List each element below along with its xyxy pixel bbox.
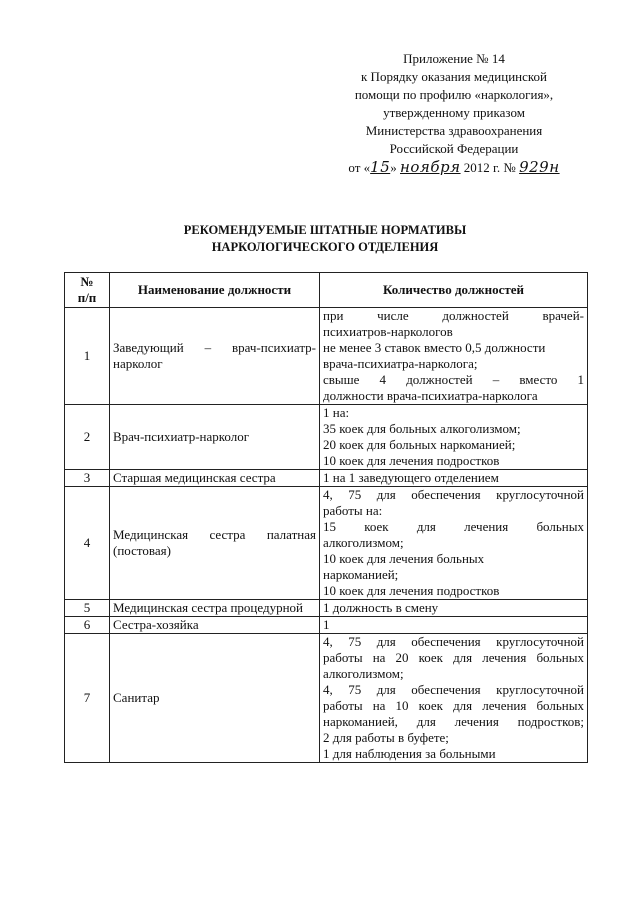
title-line: НАРКОЛОГИЧЕСКОГО ОТДЕЛЕНИЯ bbox=[211, 240, 439, 254]
position-quantity bbox=[320, 470, 588, 487]
quantity-line: наркоманией; bbox=[323, 567, 399, 582]
quantity-line: 4, 75 для обеспечения круглосуточной bbox=[323, 682, 584, 697]
table-row bbox=[65, 405, 588, 470]
position-quantity bbox=[320, 308, 588, 405]
table-header-row bbox=[65, 273, 588, 308]
quantity-line: 35 коек для больных алкоголизмом; bbox=[323, 421, 521, 436]
position-name: Медицинская сестра процедурной bbox=[110, 600, 320, 617]
quantity-line: 1 должность в смену bbox=[323, 600, 439, 615]
quantity-line: 1 bbox=[323, 617, 330, 632]
quantity-line: 2 для работы в буфете; bbox=[323, 730, 449, 745]
title-line: РЕКОМЕНДУЕМЫЕ ШТАТНЫЕ НОРМАТИВЫ bbox=[183, 223, 467, 237]
position-name: Врач-психиатр-нарколог bbox=[110, 405, 320, 470]
row-number: 1 bbox=[65, 308, 110, 405]
quantity-line: 20 коек для больных наркоманией; bbox=[323, 437, 516, 452]
quantity-line: наркоманией, для лечения подростков; bbox=[323, 714, 584, 729]
order-date-line bbox=[318, 158, 590, 177]
position-name: Заведующий – врач-психиатр-нарколог bbox=[110, 308, 320, 405]
header-quantity: Количество должностей bbox=[320, 273, 588, 308]
staffing-table bbox=[64, 272, 588, 763]
quantity-line: 1 на 1 заведующего отделением bbox=[323, 470, 499, 485]
position-name: Старшая медицинская сестра bbox=[110, 470, 320, 487]
position-quantity bbox=[320, 600, 588, 617]
handwritten-order-number: 929н bbox=[519, 158, 560, 176]
quantity-line: работы на 10 коек для лечения больных bbox=[323, 698, 584, 713]
position-name: Сестра-хозяйка bbox=[110, 617, 320, 634]
date-mid: » bbox=[390, 160, 397, 175]
position-quantity bbox=[320, 487, 588, 600]
quantity-line: 10 коек для лечения подростков bbox=[323, 583, 500, 598]
table-row bbox=[65, 600, 588, 617]
quantity-line: 4, 75 для обеспечения круглосуточной bbox=[323, 634, 584, 649]
appendix-line: Российской Федерации bbox=[389, 141, 519, 156]
quantity-line: алкоголизмом; bbox=[323, 535, 404, 550]
table-row bbox=[65, 487, 588, 600]
quantity-line: работы на 20 коек для лечения больных bbox=[323, 650, 584, 665]
position-quantity bbox=[320, 634, 588, 763]
table-row bbox=[65, 470, 588, 487]
table-row bbox=[65, 634, 588, 763]
appendix-line: Приложение № 14 bbox=[403, 51, 505, 66]
row-number: 2 bbox=[65, 405, 110, 470]
table-row bbox=[65, 617, 588, 634]
quantity-line: не менее 3 ставок вместо 0,5 должности bbox=[323, 340, 546, 355]
position-name: Санитар bbox=[110, 634, 320, 763]
quantity-line: врача-психиатра-нарколога; bbox=[323, 356, 478, 371]
position-name: Медицинская сестра палатная (постовая) bbox=[110, 487, 320, 600]
quantity-line: 1 на: bbox=[323, 405, 350, 420]
appendix-line: к Порядку оказания медицинской bbox=[360, 69, 548, 84]
position-quantity bbox=[320, 405, 588, 470]
row-number: 6 bbox=[65, 617, 110, 634]
quantity-line: при числе должностей врачей- bbox=[323, 308, 584, 323]
header-position: Наименование должности bbox=[110, 273, 320, 308]
quantity-line: 15 коек для лечения больных bbox=[323, 519, 584, 534]
quantity-line: свыше 4 должностей – вместо 1 bbox=[323, 372, 584, 387]
row-number: 4 bbox=[65, 487, 110, 600]
quantity-line: 1 для наблюдения за больными bbox=[323, 746, 496, 761]
document-title bbox=[40, 222, 610, 256]
quantity-line: психиатров-наркологов bbox=[323, 324, 453, 339]
header-num: № п/п bbox=[65, 273, 110, 308]
quantity-line: должности врача-психиатра-нарколога bbox=[323, 388, 538, 403]
appendix-line: помощи по профилю «наркология», bbox=[354, 87, 554, 102]
row-number: 5 bbox=[65, 600, 110, 617]
row-number: 7 bbox=[65, 634, 110, 763]
position-quantity bbox=[320, 617, 588, 634]
table-row bbox=[65, 308, 588, 405]
quantity-line: алкоголизмом; bbox=[323, 666, 404, 681]
quantity-line: работы на: bbox=[323, 503, 383, 518]
date-prefix: от « bbox=[348, 160, 371, 175]
appendix-line: утвержденному приказом bbox=[383, 105, 525, 120]
handwritten-month: ноября bbox=[400, 158, 461, 176]
quantity-line: 10 коек для лечения подростков bbox=[323, 453, 500, 468]
date-year: 2012 г. № bbox=[463, 160, 516, 175]
appendix-header bbox=[318, 50, 590, 177]
quantity-line: 4, 75 для обеспечения круглосуточной bbox=[323, 487, 584, 502]
appendix-line: Министерства здравоохранения bbox=[365, 123, 543, 138]
handwritten-day: 15 bbox=[370, 158, 391, 176]
quantity-line: 10 коек для лечения больных bbox=[323, 551, 485, 566]
row-number: 3 bbox=[65, 470, 110, 487]
